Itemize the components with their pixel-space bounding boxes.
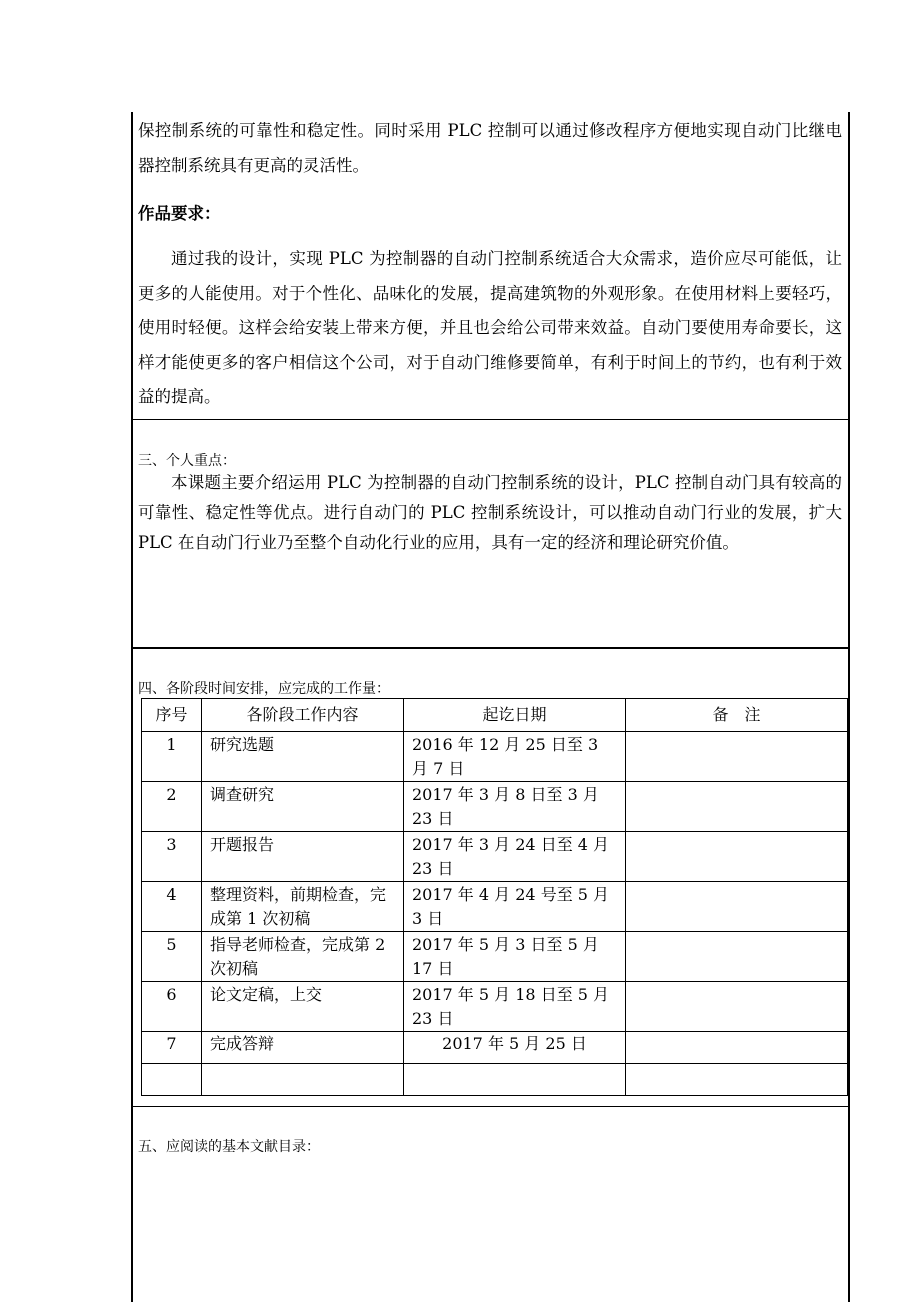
row-number: 6: [142, 982, 202, 1032]
table-row: [142, 782, 848, 832]
column-header: 起讫日期: [404, 699, 626, 732]
requirements-heading: 作品要求：: [138, 204, 221, 223]
row-number: 5: [142, 932, 202, 982]
row-number: 4: [142, 882, 202, 932]
row-dates: 2016 年 12 月 25 日至 3 月 7 日: [404, 732, 626, 782]
row-dates: 2017 年 5 月 25 日: [404, 1032, 626, 1064]
row-note: [626, 982, 848, 1032]
row-dates: 2017 年 3 月 8 日至 3 月 23 日: [404, 782, 626, 832]
divider: [131, 647, 850, 649]
table-row: [142, 932, 848, 982]
column-header: 序号: [142, 699, 202, 732]
row-dates: 2017 年 5 月 18 日至 5 月 23 日: [404, 982, 626, 1032]
table-row: [142, 732, 848, 782]
empty-cell: [626, 1064, 848, 1096]
section5-heading: 五、应阅读的基本文献目录：: [138, 1139, 320, 1155]
row-content: 调查研究: [202, 782, 404, 832]
row-dates: 2017 年 4 月 24 号至 5 月 3 日: [404, 882, 626, 932]
requirements-paragraph: 通过我的设计，实现 PLC 为控制器的自动门控制系统适合大众需求，造价应尽可能低，让更多的人能使用。对于个性化、品味化的发展，提高建筑物的外观形象。在使用材料上要轻巧，使用时轻便。这样会给安装上带来方便，并且也会给公司带来效益。自动门要使用寿命要长，这样才能使更多的客户相信这个公司，对于自动门维修要简单，有利于时间上的节约，也有利于效益的提高。: [138, 249, 842, 406]
section3-paragraph: 本课题主要介绍运用 PLC 为控制器的自动门控制系统的设计，PLC 控制自动门具有较高的可靠性、稳定性等优点。进行自动门的 PLC 控制系统设计，可以推动自动门行业的发展，扩大 PLC 在自动门行业乃至整个自动化行业的应用，具有一定的经济和理论研究价值。: [138, 473, 842, 552]
row-content: 开题报告: [202, 832, 404, 882]
continued-paragraph: 保控制系统的可靠性和稳定性。同时采用 PLC 控制可以通过修改程序方便地实现自动门比继电器控制系统具有更高的灵活性。: [138, 121, 842, 175]
row-content: 研究选题: [202, 732, 404, 782]
column-header: 备 注: [626, 699, 848, 732]
row-content: 论文定稿，上交: [202, 982, 404, 1032]
empty-cell: [202, 1064, 404, 1096]
row-note: [626, 832, 848, 882]
row-note: [626, 1032, 848, 1064]
row-content: 指导老师检查，完成第 2 次初稿: [202, 932, 404, 982]
section3-heading: 三、个人重点：: [138, 453, 236, 469]
table-row: [142, 882, 848, 932]
divider: [131, 1106, 850, 1107]
table-row-empty: [142, 1064, 848, 1096]
table-row: [142, 1032, 848, 1064]
row-number: 7: [142, 1032, 202, 1064]
schedule-table: [141, 698, 848, 1096]
row-note: [626, 732, 848, 782]
row-content: 整理资料，前期检查，完成第 1 次初稿: [202, 882, 404, 932]
row-note: [626, 782, 848, 832]
row-note: [626, 932, 848, 982]
row-number: 3: [142, 832, 202, 882]
column-header: 各阶段工作内容: [202, 699, 404, 732]
empty-cell: [404, 1064, 626, 1096]
table-row: [142, 832, 848, 882]
row-number: 1: [142, 732, 202, 782]
table-row: [142, 982, 848, 1032]
row-number: 2: [142, 782, 202, 832]
row-dates: 2017 年 5 月 3 日至 5 月 17 日: [404, 932, 626, 982]
table-header-row: [142, 699, 848, 732]
row-content: 完成答辩: [202, 1032, 404, 1064]
section4-heading: 四、各阶段时间安排，应完成的工作量：: [138, 681, 390, 697]
empty-cell: [142, 1064, 202, 1096]
row-dates: 2017 年 3 月 24 日至 4 月 23 日: [404, 832, 626, 882]
row-note: [626, 882, 848, 932]
divider: [131, 419, 850, 420]
